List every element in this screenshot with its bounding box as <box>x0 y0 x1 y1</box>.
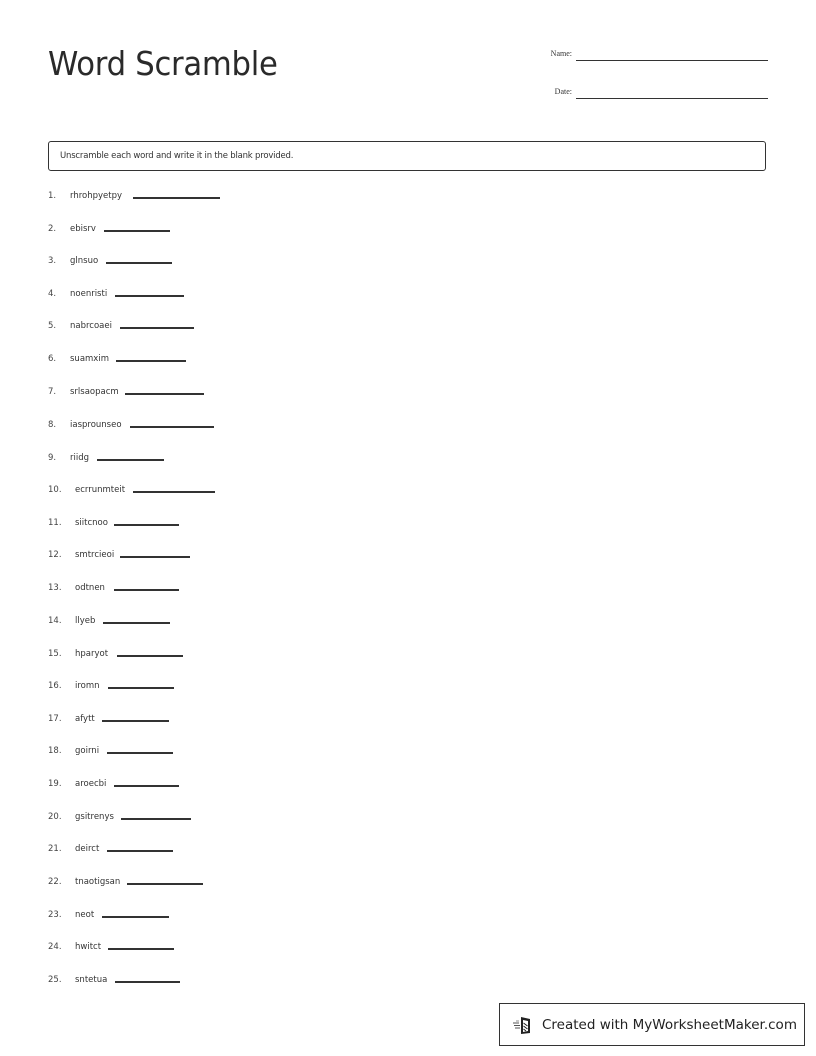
scrambled-word: rhrohpyetpy <box>70 191 123 201</box>
answer-blank[interactable] <box>114 524 179 526</box>
scrambled-word: ecrrunmteit <box>75 485 126 495</box>
answer-blank[interactable] <box>120 327 194 329</box>
name-field <box>546 50 768 61</box>
answer-blank[interactable] <box>106 262 172 264</box>
footer-badge <box>499 1003 805 1046</box>
scrambled-word: suamxim <box>70 354 109 364</box>
answer-blank[interactable] <box>102 720 169 722</box>
answer-blank[interactable] <box>108 687 174 689</box>
answer-blank[interactable] <box>103 622 170 624</box>
date-line[interactable] <box>576 88 768 99</box>
answer-blank[interactable] <box>102 916 169 918</box>
word-item <box>48 354 248 368</box>
word-item <box>48 256 248 270</box>
answer-blank[interactable] <box>133 491 215 493</box>
item-number: 10. <box>48 485 62 495</box>
scrambled-word: iromn <box>75 681 100 691</box>
item-number: 24. <box>48 942 62 952</box>
word-item <box>48 321 248 335</box>
scrambled-word: noenristi <box>70 289 108 299</box>
answer-blank[interactable] <box>120 556 190 558</box>
word-item <box>48 649 248 663</box>
scrambled-word: goirni <box>75 746 100 756</box>
answer-blank[interactable] <box>97 459 164 461</box>
word-item <box>48 975 248 989</box>
item-number: 11. <box>48 518 62 528</box>
answer-blank[interactable] <box>115 981 180 983</box>
date-field <box>546 88 768 99</box>
word-item <box>48 289 248 303</box>
word-item <box>48 453 248 467</box>
scrambled-word: siitcnoo <box>75 518 108 528</box>
item-number: 16. <box>48 681 62 691</box>
name-label: Name: <box>550 49 572 58</box>
word-item <box>48 583 248 597</box>
scrambled-word: neot <box>75 910 95 920</box>
instructions-text: Unscramble each word and write it in the blank provided. <box>60 151 294 161</box>
scrambled-word: srlsaopacm <box>70 387 119 397</box>
word-item <box>48 910 248 924</box>
answer-blank[interactable] <box>108 948 174 950</box>
scrambled-word: smtrcieoi <box>75 550 115 560</box>
scrambled-word: sntetua <box>75 975 108 985</box>
word-item <box>48 387 248 401</box>
answer-blank[interactable] <box>115 295 184 297</box>
answer-blank[interactable] <box>114 589 179 591</box>
item-number: 17. <box>48 714 62 724</box>
worksheet-maker-logo-icon <box>512 1014 534 1036</box>
item-number: 25. <box>48 975 62 985</box>
answer-blank[interactable] <box>117 655 183 657</box>
answer-blank[interactable] <box>107 752 173 754</box>
answer-blank[interactable] <box>114 785 179 787</box>
item-number: 8. <box>48 420 57 430</box>
word-item <box>48 191 248 205</box>
word-item <box>48 812 248 826</box>
item-number: 23. <box>48 910 62 920</box>
word-item <box>48 550 248 564</box>
answer-blank[interactable] <box>107 850 173 852</box>
item-number: 2. <box>48 224 57 234</box>
scrambled-word: odtnen <box>75 583 105 593</box>
word-item <box>48 942 248 956</box>
item-number: 18. <box>48 746 62 756</box>
scrambled-word: hwitct <box>75 942 102 952</box>
worksheet-title: Word Scramble <box>48 44 278 83</box>
scrambled-word: ebisrv <box>70 224 96 234</box>
word-item <box>48 746 248 760</box>
date-label: Date: <box>554 87 572 96</box>
scrambled-word: aroecbi <box>75 779 107 789</box>
scrambled-word: nabrcoaei <box>70 321 112 331</box>
item-number: 3. <box>48 256 57 266</box>
answer-blank[interactable] <box>121 818 191 820</box>
word-item <box>48 420 248 434</box>
item-number: 22. <box>48 877 62 887</box>
word-item <box>48 485 248 499</box>
item-number: 21. <box>48 844 62 854</box>
footer-text: Created with MyWorksheetMaker.com <box>542 1016 797 1033</box>
answer-blank[interactable] <box>133 197 220 199</box>
word-item <box>48 681 248 695</box>
scrambled-word: deirct <box>75 844 100 854</box>
word-item <box>48 616 248 630</box>
item-number: 13. <box>48 583 62 593</box>
instructions-box <box>48 141 766 171</box>
scrambled-word: hparyot <box>75 649 109 659</box>
scrambled-word: afytt <box>75 714 95 724</box>
word-item <box>48 714 248 728</box>
answer-blank[interactable] <box>125 393 204 395</box>
item-number: 1. <box>48 191 57 201</box>
item-number: 20. <box>48 812 62 822</box>
item-number: 14. <box>48 616 62 626</box>
item-number: 19. <box>48 779 62 789</box>
item-number: 12. <box>48 550 62 560</box>
answer-blank[interactable] <box>127 883 203 885</box>
word-item <box>48 877 248 891</box>
item-number: 15. <box>48 649 62 659</box>
scrambled-word: riidg <box>70 453 90 463</box>
word-item <box>48 224 248 238</box>
word-item <box>48 844 248 858</box>
answer-blank[interactable] <box>116 360 186 362</box>
item-number: 4. <box>48 289 57 299</box>
scrambled-word: gsitrenys <box>75 812 114 822</box>
item-number: 7. <box>48 387 57 397</box>
answer-blank[interactable] <box>104 230 170 232</box>
scrambled-word: llyeb <box>75 616 96 626</box>
item-number: 9. <box>48 453 57 463</box>
answer-blank[interactable] <box>130 426 214 428</box>
scrambled-word: tnaotigsan <box>75 877 121 887</box>
name-line[interactable] <box>576 50 768 61</box>
item-number: 6. <box>48 354 57 364</box>
word-item <box>48 779 248 793</box>
scrambled-word: glnsuo <box>70 256 99 266</box>
scrambled-word: iasprounseo <box>70 420 122 430</box>
item-number: 5. <box>48 321 57 331</box>
word-item <box>48 518 248 532</box>
